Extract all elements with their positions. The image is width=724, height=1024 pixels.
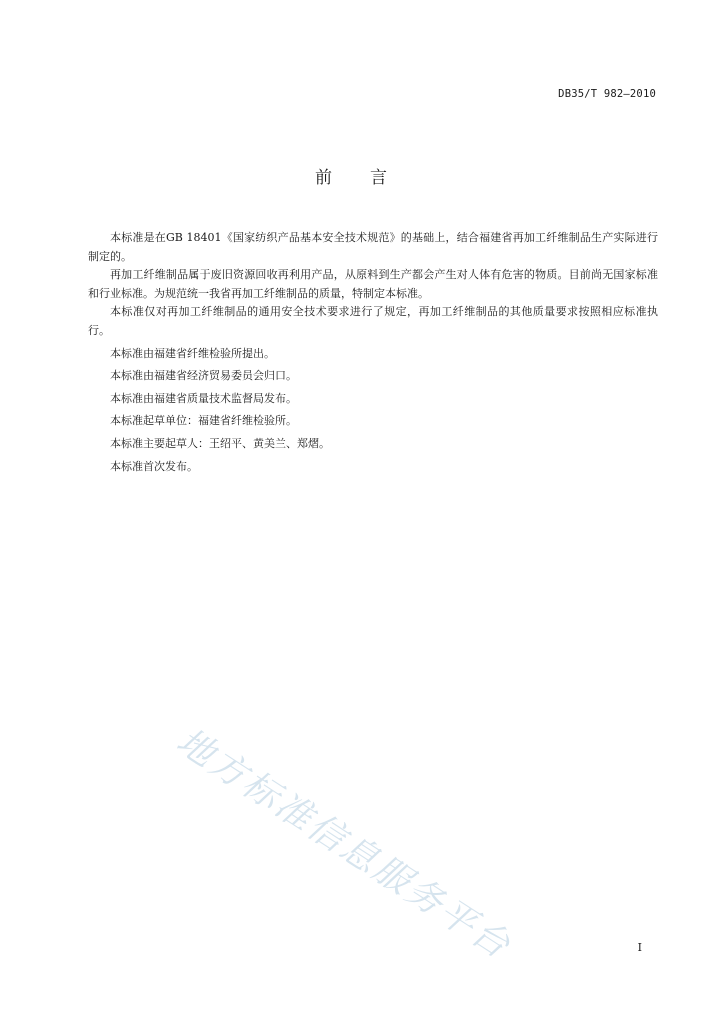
paragraph-background: 再加工纤维制品属于废旧资源回收再利用产品，从原料到生产都会产生对人体有危害的物质。目前尚无国家标准和行业标准。为规范统一我省再加工纤维制品的质量，特制定本标准。: [88, 268, 658, 300]
paragraph-drafters: 本标准主要起草人：王绍平、黄美兰、郑熠。: [110, 436, 330, 450]
paragraph-first-issue: 本标准首次发布。: [110, 459, 198, 473]
paragraph-centralized: 本标准由福建省经济贸易委员会归口。: [110, 369, 297, 383]
page-title: 前言: [315, 168, 425, 188]
page-number: I: [637, 941, 642, 954]
paragraph-scope: 本标准仅对再加工纤维制品的通用安全技术要求进行了规定，再加工纤维制品的其他质量要求按照相应标准执行。: [88, 305, 658, 337]
paragraph-proposer: 本标准由福建省纤维检验所提出。: [110, 346, 275, 360]
document-code: DB35/T 982—2010: [558, 88, 656, 100]
paragraph-drafting-unit: 本标准起草单位：福建省纤维检验所。: [110, 414, 297, 428]
watermark: 地方标准信息服务平台: [169, 720, 519, 968]
paragraph-publisher: 本标准由福建省质量技术监督局发布。: [110, 391, 297, 405]
foreword-body: [88, 229, 658, 476]
paragraph-basis: 本标准是在GB 18401《国家纺织产品基本安全技术规范》的基础上，结合福建省再加工纤维制品生产实际进行制定的。: [88, 231, 658, 263]
